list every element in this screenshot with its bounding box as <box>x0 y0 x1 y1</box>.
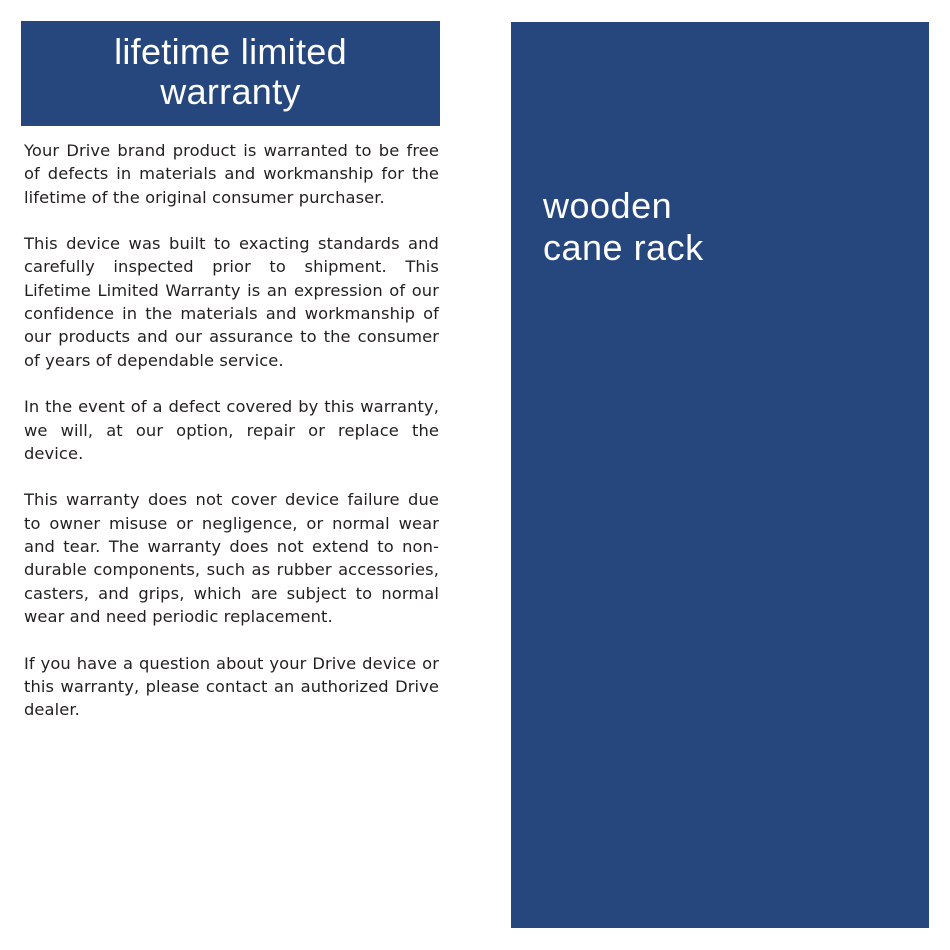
warranty-paragraph-5: If you have a question about your Drive device or this warranty, please contact an authorized Drive dealer. <box>24 653 439 720</box>
warranty-text <box>24 139 439 745</box>
warranty-paragraph-3: In the event of a defect covered by this warranty, we will, at our option, repair or replace the device. <box>24 397 439 463</box>
product-title <box>543 185 704 269</box>
warranty-paragraph-4: This warranty does not cover device failure due to owner misuse or negligence, or normal wear and tear. The warranty does not extend to non-durable components, such as rubber accessories, casters, and grips, which are subject to normal wear and need periodic replacement. <box>24 490 439 626</box>
product-title-line-1: wooden <box>543 185 673 226</box>
warranty-paragraph-1: Your Drive brand product is warranted to be free of defects in materials and workmanship for the lifetime of the original consumer purchaser. <box>24 141 439 207</box>
warranty-heading-line-1: lifetime limited <box>114 30 347 72</box>
product-cover-panel <box>511 22 929 928</box>
warranty-heading-line-2: warranty <box>160 70 301 112</box>
warranty-heading <box>21 21 440 126</box>
product-title-line-2: cane rack <box>543 227 704 268</box>
warranty-paragraph-2: This device was built to exacting standards and carefully inspected prior to shipment. This Lifetime Limited Warranty is an expression of our confidence in the materials and workmanship of our products and our assurance to the consumer of years of dependable service. <box>24 234 439 370</box>
